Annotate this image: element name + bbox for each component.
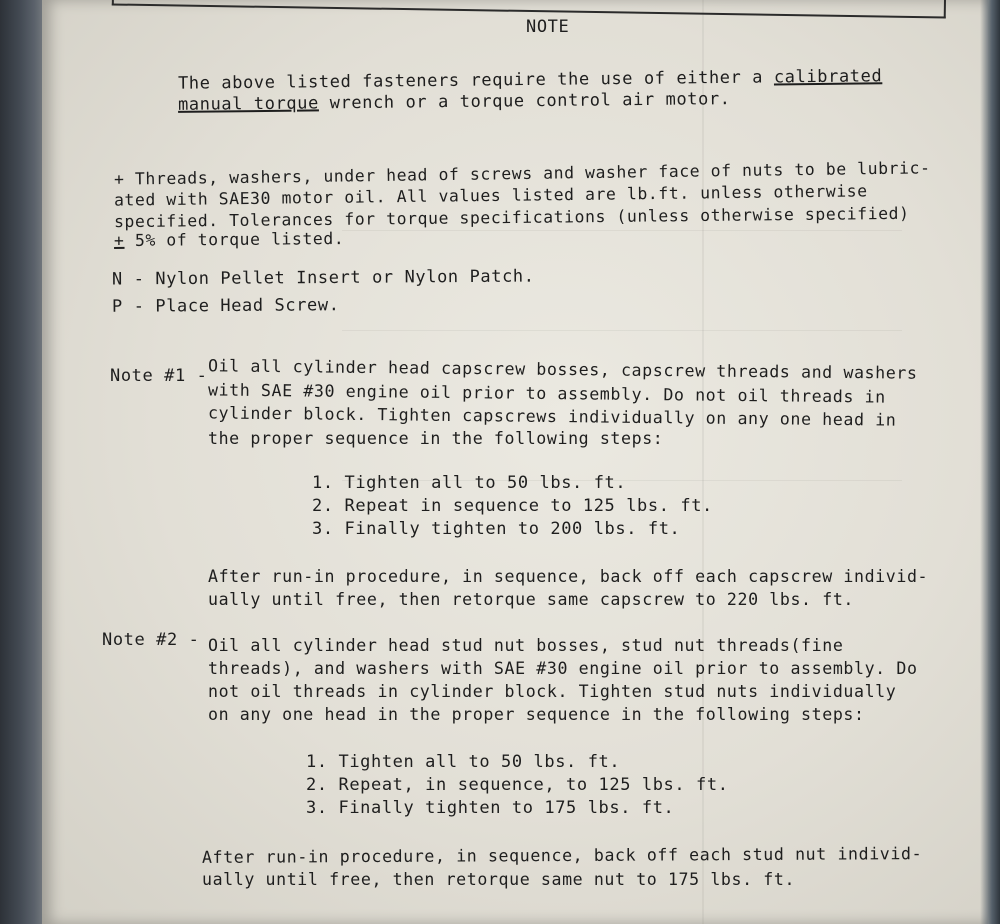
page-edge-shadow	[980, 0, 1000, 924]
note1-line-2: with SAE #30 engine oil prior to assembly. Do not oil threads in	[207, 380, 886, 407]
note1-step-2: 2. Repeat in sequence to 125 lbs. ft.	[312, 496, 713, 516]
underlined-term: manual torque	[177, 93, 319, 115]
legend-nylon: N - Nylon Pellet Insert or Nylon Patch.	[111, 266, 535, 290]
legend-place-head: P - Place Head Screw.	[111, 295, 340, 317]
table-bottom-border	[112, 0, 946, 19]
note2-step-3: 3. Finally tighten to 175 lbs. ft.	[306, 798, 675, 818]
intro-line-1: The above listed fasteners require the use of either a calibrated	[177, 66, 883, 94]
binder-spine	[0, 0, 46, 924]
note2-line-1: Oil all cylinder head stud nut bosses, stud nut threads(fine	[208, 636, 844, 655]
note1-after-2: ually until free, then retorque same capscrew to 220 lbs. ft.	[208, 590, 855, 609]
note1-step-1: 1. Tighten all to 50 lbs. ft.	[312, 473, 627, 493]
note1-line-3: cylinder block. Tighten capscrews individually on any one head in	[207, 403, 897, 430]
intro-line-2: manual torque wrench or a torque control air motor.	[177, 89, 731, 115]
note2-line-3: not oil threads in cylinder block. Tighten stud nuts individually	[208, 682, 897, 701]
lube-line-2: ated with SAE30 motor oil. All values listed are lb.ft. unless otherwise	[113, 181, 868, 210]
note1-label: Note #1 -	[110, 366, 208, 386]
plus-minus-sign: +	[113, 230, 125, 251]
note1-line-1: Oil all cylinder head capscrew bosses, capscrew threads and washers	[207, 356, 918, 383]
note2-line-2: threads), and washers with SAE #30 engine oil prior to assembly. Do	[208, 659, 918, 678]
note1-after-1: After run-in procedure, in sequence, back off each capscrew individ-	[208, 567, 929, 586]
note2-label: Note #2 -	[102, 630, 200, 650]
note2-after-1: After run-in procedure, in sequence, back off each stud nut individ-	[201, 844, 923, 867]
underlined-term: calibrated	[773, 66, 883, 88]
note1-step-3: 3. Finally tighten to 200 lbs. ft.	[312, 519, 681, 539]
page-heading: NOTE	[526, 17, 570, 37]
lube-line-1: + Threads, washers, under head of screws and washer face of nuts to be lubric-	[113, 158, 931, 189]
note2-step-2: 2. Repeat, in sequence, to 125 lbs. ft.	[306, 775, 729, 795]
lube-line-4: + 5% of torque listed.	[113, 228, 345, 251]
document-page	[42, 0, 988, 924]
note2-step-1: 1. Tighten all to 50 lbs. ft.	[306, 752, 621, 772]
lube-line-3: specified. Tolerances for torque specifications (unless otherwise specified)	[113, 203, 910, 232]
note1-line-4: the proper sequence in the following steps:	[208, 429, 664, 448]
note2-after-2: ually until free, then retorque same nut to 175 lbs. ft.	[202, 870, 796, 889]
note2-line-4: on any one head in the proper sequence in the following steps:	[208, 705, 865, 724]
